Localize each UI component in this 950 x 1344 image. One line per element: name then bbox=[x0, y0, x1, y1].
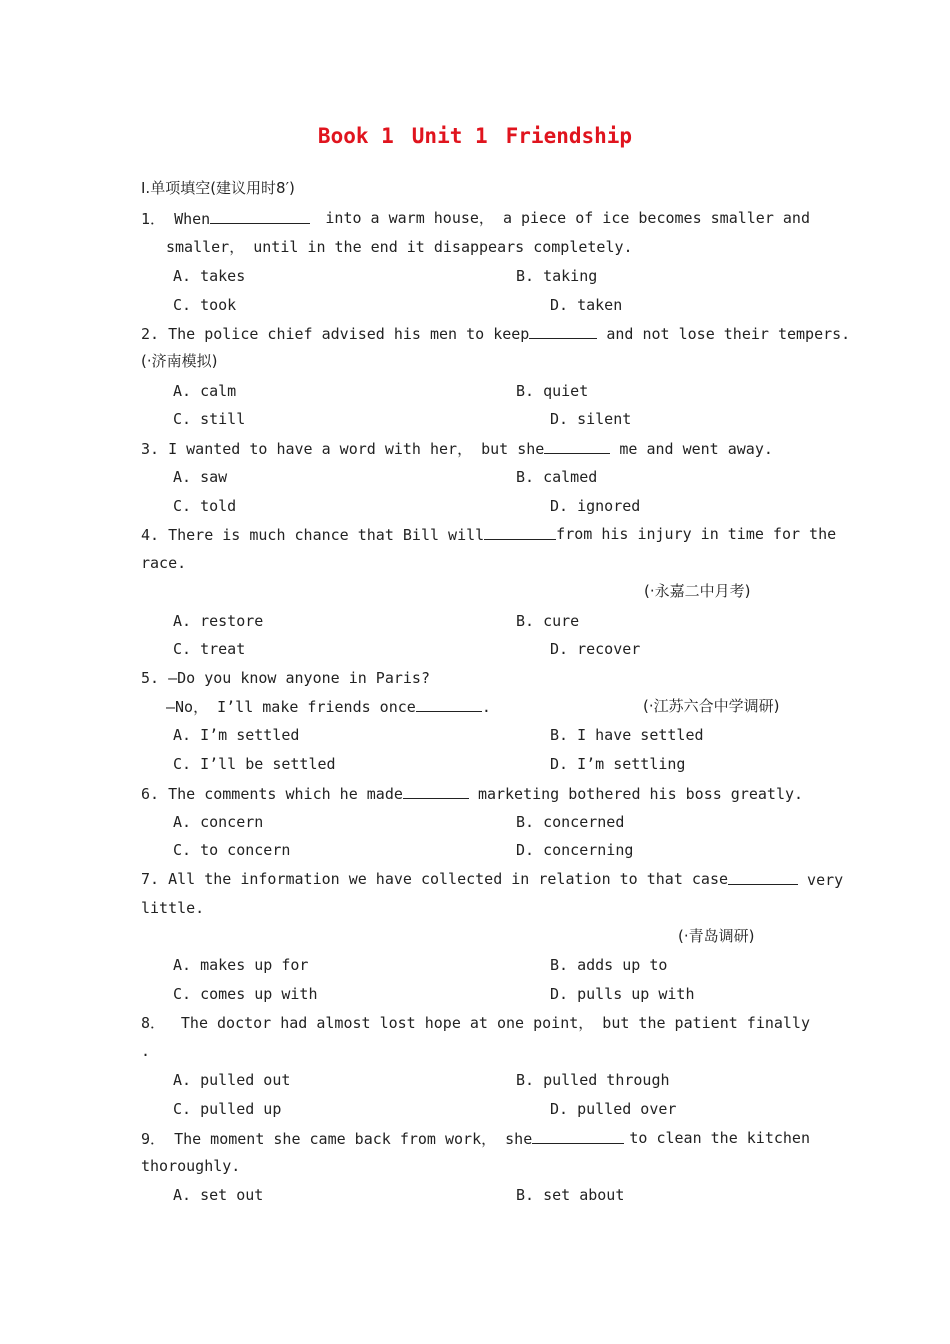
title-unit: Unit 1 bbox=[411, 124, 488, 148]
q5-number: 5. bbox=[141, 669, 160, 687]
q7-option-c: C. comes up with bbox=[173, 985, 318, 1003]
q4-blank bbox=[484, 525, 556, 540]
q8-stem-cont: . bbox=[141, 1042, 151, 1060]
q8-option-c: C. pulled up bbox=[173, 1100, 282, 1118]
q9-number: 9． bbox=[141, 1130, 166, 1148]
q6-option-b: B. concerned bbox=[516, 813, 625, 831]
q3-option-c: C. told bbox=[173, 497, 237, 515]
q7-source: (·青岛调研) bbox=[678, 927, 755, 945]
q3-option-b: B. calmed bbox=[516, 468, 598, 486]
q4-stem-cont: race. bbox=[141, 554, 187, 572]
q5-option-a: A. I’m settled bbox=[173, 726, 300, 744]
section-heading: Ⅰ.单项填空(建议用时8′) bbox=[141, 179, 295, 197]
q4-number: 4. bbox=[141, 526, 160, 544]
q3-option-a: A. saw bbox=[173, 468, 228, 486]
q5-stem-line2: —No， I’ll make friends once . bbox=[166, 698, 491, 716]
q5-option-c: C. I’ll be settled bbox=[173, 755, 336, 773]
title-book: Book 1 bbox=[317, 124, 394, 148]
page-title bbox=[0, 124, 950, 148]
q6-option-a: A. concern bbox=[173, 813, 264, 831]
q4-option-c: C. treat bbox=[173, 640, 246, 658]
q8-option-a: A. pulled out bbox=[173, 1071, 291, 1089]
q6-option-d: D. concerning bbox=[516, 841, 634, 859]
q3-option-d: D. ignored bbox=[550, 497, 641, 515]
q6-option-c: C. to concern bbox=[173, 841, 291, 859]
q6-blank bbox=[403, 784, 469, 799]
q1-number: 1． bbox=[141, 210, 166, 228]
q9-option-a: A. set out bbox=[173, 1186, 264, 1204]
q2-number: 2. bbox=[141, 325, 160, 343]
q1-stem: 1． When into a warm house， a piece of ice becomes smaller and bbox=[141, 209, 810, 228]
q4-stem: 4. There is much chance that Bill will from his injury in time for the bbox=[141, 525, 837, 544]
q3-number: 3. bbox=[141, 440, 160, 458]
q7-option-b: B. adds up to bbox=[550, 956, 668, 974]
q5-source: (·江苏六合中学调研) bbox=[643, 697, 780, 715]
q2-blank bbox=[529, 324, 597, 339]
q2-option-b: B. quiet bbox=[516, 382, 589, 400]
q4-option-a: A. restore bbox=[173, 612, 264, 630]
q5-option-b: B. I have settled bbox=[550, 726, 704, 744]
q7-stem: 7. All the information we have collected in relation to that case very bbox=[141, 870, 844, 889]
q2-option-d: D. silent bbox=[550, 410, 632, 428]
q9-blank bbox=[532, 1129, 624, 1144]
q2-stem: 2. The police chief advised his men to keep and not lose their tempers. bbox=[141, 325, 851, 343]
q8-option-b: B. pulled through bbox=[516, 1071, 670, 1089]
q4-option-d: D. recover bbox=[550, 640, 641, 658]
q8-stem: 8． The doctor had almost lost hope at one point， but the patient finally bbox=[141, 1014, 810, 1032]
q8-option-d: D. pulled over bbox=[550, 1100, 677, 1118]
title-topic: Friendship bbox=[505, 124, 633, 148]
q6-stem: 6. The comments which he made marketing bothered his boss greatly. bbox=[141, 785, 804, 803]
q9-option-b: B. set about bbox=[516, 1186, 625, 1204]
q1-option-c: C. took bbox=[173, 296, 237, 314]
q2-option-c: C. still bbox=[173, 410, 246, 428]
q2-option-a: A. calm bbox=[173, 382, 237, 400]
q1-option-d: D. taken bbox=[550, 296, 623, 314]
q5-stem: 5. —Do you know anyone in Paris? bbox=[141, 669, 430, 687]
q4-option-b: B. cure bbox=[516, 612, 580, 630]
q3-stem: 3. I wanted to have a word with her， but she me and went away. bbox=[141, 440, 773, 458]
q8-number: 8． bbox=[141, 1014, 166, 1032]
q9-stem: 9． The moment she came back from work， she to clean the kitchen bbox=[141, 1129, 810, 1148]
q7-stem-cont: little. bbox=[141, 899, 205, 917]
q1-stem-cont: smaller， until in the end it disappears completely. bbox=[166, 238, 633, 256]
q7-option-a: A. makes up for bbox=[173, 956, 309, 974]
q5-option-d: D. I’m settling bbox=[550, 755, 686, 773]
q1-blank bbox=[210, 209, 310, 224]
q1-option-b: B. taking bbox=[516, 267, 598, 285]
q4-source: (·永嘉二中月考) bbox=[644, 582, 751, 600]
q3-blank bbox=[544, 439, 610, 454]
q7-option-d: D. pulls up with bbox=[550, 985, 695, 1003]
q7-number: 7. bbox=[141, 870, 160, 888]
q5-blank bbox=[416, 697, 482, 712]
q2-source: (·济南模拟) bbox=[141, 352, 218, 370]
q1-option-a: A. takes bbox=[173, 267, 246, 285]
q9-stem-cont: thoroughly. bbox=[141, 1157, 241, 1175]
q6-number: 6. bbox=[141, 785, 160, 803]
q7-blank bbox=[728, 870, 798, 885]
